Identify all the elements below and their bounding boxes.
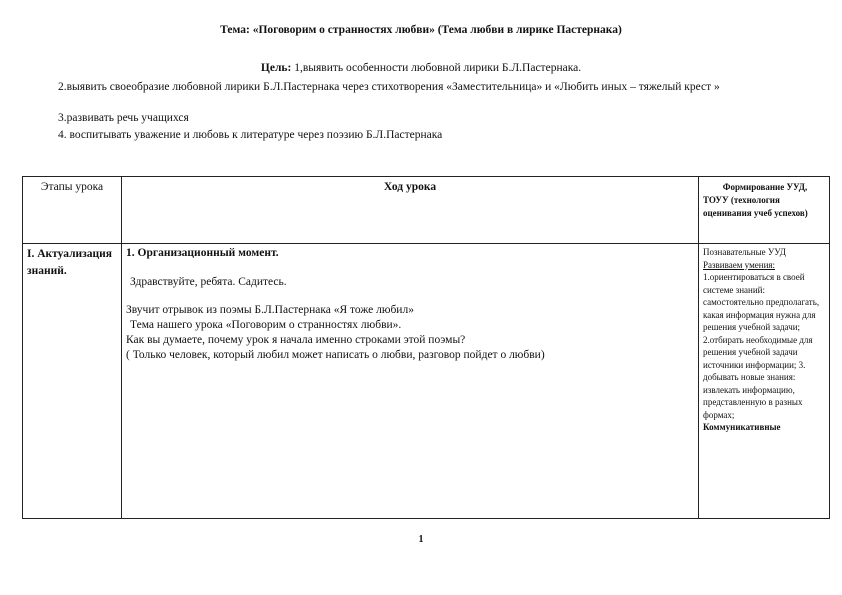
uud-last: Коммуникативные — [703, 422, 781, 432]
course-greeting: Здравствуйте, ребята. Садитесь. — [130, 276, 287, 288]
document-title: Тема: «Поговорим о странностях любви» (Тема любви в лирике Пастернака) — [220, 24, 622, 36]
header-uud-rest: ТОУУ (технология оценивания учеб успехов) — [703, 195, 808, 218]
uud-line2: Развиваем умения: — [703, 259, 776, 270]
objective-4: 4. воспитывать уважение и любовь к литературе через поэзию Б.Л.Пастернака — [58, 129, 443, 141]
header-uud — [699, 177, 830, 244]
course-line-1: Звучит отрывок из поэмы Б.Л.Пастернака «Я тоже любил» — [126, 304, 414, 316]
course-heading: 1. Организационный момент. — [126, 247, 279, 259]
course-cell — [122, 244, 699, 519]
uud-line1: Познавательные УУД — [703, 247, 786, 257]
course-line-2: Тема нашего урока «Поговорим о странностях любви». — [130, 319, 402, 331]
course-line-4: ( Только человек, который любил может написать о любви, разговор пойдет о любви) — [126, 349, 545, 361]
objective-3: 3.развивать речь учащихся — [58, 112, 189, 124]
goal-label: Цель: — [260, 62, 295, 74]
uud-cell — [699, 244, 830, 519]
header-uud-line1: Формирование УУД, — [722, 182, 808, 192]
header-stages: Этапы урока — [23, 177, 122, 244]
uud-body: 1.ориентироваться в своей системе знаний: самостоятельно предполагать, какая информация нужна для решения учебной задачи; 2.отбирать необходимые для решения учебной задачи источники информации; 3. добывать новые знания: извлекать информацию, представленную в разных формах; — [703, 272, 820, 420]
goal-text: 1,выявить особенности любовной лирики Б.Л.Пастернака. — [294, 62, 582, 74]
page-number: 1 — [418, 534, 424, 545]
lesson-table — [22, 176, 830, 519]
course-line-3: Как вы думаете, почему урок я начала именно строками этой поэмы? — [126, 334, 466, 346]
table-header-row — [23, 177, 830, 244]
lesson-goal — [0, 62, 842, 74]
table-row — [23, 244, 830, 519]
objective-2: 2.выявить своеобразие любовной лирики Б.Л.Пастернака через стихотворения «Заместительница» и «Любить иных – тяжелый крест » — [58, 81, 720, 93]
stage-cell: I. Актуализация знаний. — [23, 244, 122, 519]
header-course: Ход урока — [122, 177, 699, 244]
